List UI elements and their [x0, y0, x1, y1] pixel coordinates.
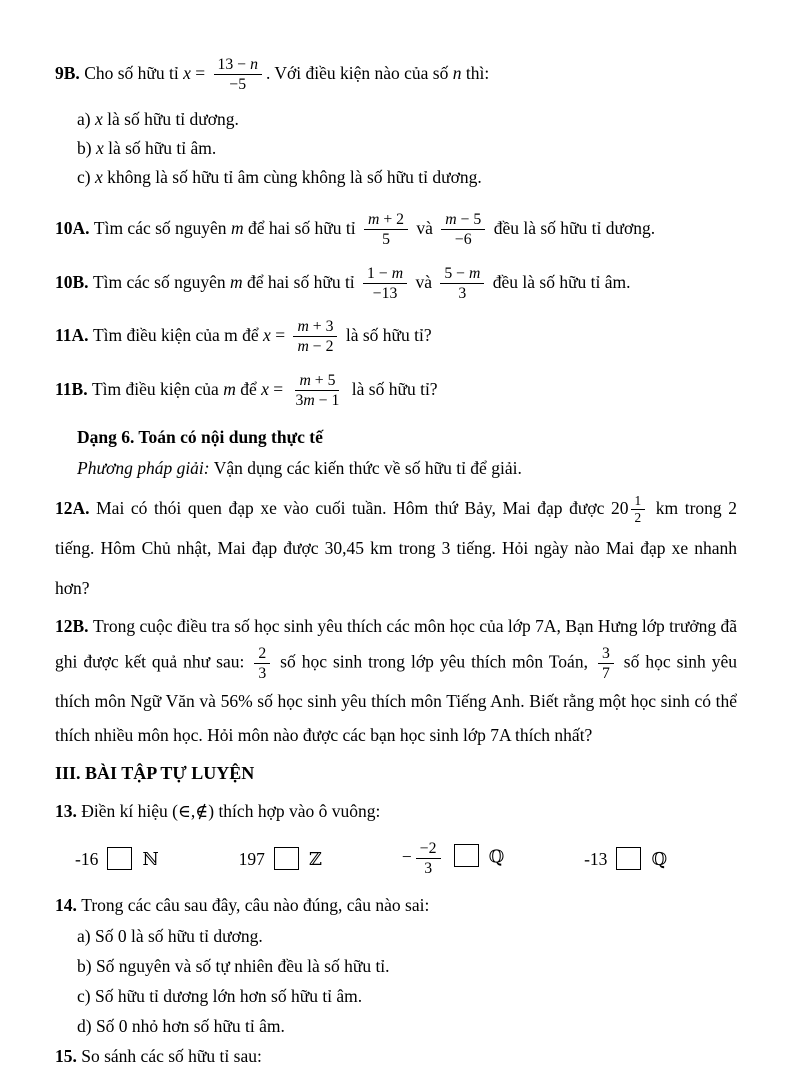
problem-15-text: So sánh các số hữu tỉ sau:: [81, 1046, 262, 1067]
problem-9b: 9B. Cho số hữu tỉ x = $\frac{13 - n}{-5}$ . Với điều kiện nào của số n thì:: [55, 56, 490, 94]
problem-9b-part-c: c) x không là số hữu tỉ âm cùng không là số hữu tỉ dương.: [77, 167, 482, 187]
problem-12b: 12B. Trong cuộc điều tra số học sinh yêu thích các môn học của lớp 7A, Bạn Hưng lớp trưởng đã ghi được kết quả như sau: $\frac{2}{3}$ số học sinh trong lớp yêu thích môn Toán, $\frac{3}{7}$ số học sinh yêu thích môn Ngữ Văn và 56% số học sinh yêu thích môn Tiếng Anh. Biết rằng một học sinh có thể thích nhiều môn học. Hỏi môn nào được các bạn học sinh lớp 7A thích nhất?: [55, 616, 737, 746]
fraction: $\frac{5 - m}{3}$: [440, 264, 484, 303]
answer-group-n: -16 ℕ: [75, 848, 159, 870]
problem-14: [55, 890, 737, 921]
problem-9b-part-a: a) x là số hữu tỉ dương.: [77, 109, 239, 129]
fraction: $\frac{2}{3}$: [254, 644, 270, 683]
problem-15: [55, 1041, 737, 1072]
method-note-label: Phương pháp giải:: [77, 458, 210, 478]
fraction: $\frac{m + 5}{3m - 1}$: [295, 372, 340, 410]
answer-group-q2: -13 ℚ: [584, 848, 667, 870]
fraction: $\frac{m + 3}{m - 2}$: [293, 317, 337, 356]
answer-box: [274, 847, 299, 870]
problem-14-text: Trong các câu sau đây, câu nào đúng, câu nào sai:: [81, 895, 430, 916]
problem-10b: 10B. Tìm các số nguyên m để hai số hữu tỉ $\frac{1 - m}{-13}$ và $\frac{5 - m}{3}$ đều là số hữu tỉ âm.: [55, 265, 631, 303]
problem-12a: 12A. Mai có thói quen đạp xe vào cuối tuần. Hôm thứ Bảy, Mai đạp được 20 $\frac{1}{2}$ km trong 2 tiếng. Hôm Chủ nhật, Mai đạp được 30,45 km trong 3 tiếng. Hỏi ngày nào Mai đạp xe nhanh hơn?: [55, 493, 738, 598]
fraction: $\frac{13 - n}{-5}$: [214, 55, 262, 94]
method-note: [55, 453, 737, 483]
problem-14-part-c: c) Số hữu tỉ dương lớn hơn số hữu tỉ âm.: [77, 986, 363, 1007]
method-note-text: Vận dụng các kiến thức về số hữu tỉ để giải.: [209, 458, 522, 478]
fraction: $\frac{m + 2}{5}$: [364, 210, 408, 249]
problem-13-text: Điền kí hiệu (∈,∉) thích hợp vào ô vuông:: [81, 801, 381, 822]
number-set-symbol: ℕ: [142, 848, 159, 870]
problem-13-answer-row: [55, 837, 667, 879]
fraction: $\frac{1 - m}{-13}$: [363, 264, 407, 303]
problem-15-number: 15.: [55, 1046, 82, 1067]
answer-box: [107, 847, 132, 870]
answer-box: [454, 844, 479, 867]
fraction: $\frac{m - 5}{-6}$: [441, 210, 485, 249]
problem-11b: 11B. Tìm điều kiện của m để x = $\frac{m + 5}{3m - 1}$ là số hữu tỉ?: [55, 372, 438, 410]
problem-14-number: 14.: [55, 895, 82, 916]
answer-group-q1: − $\frac{-2}{3}$ ℚ: [401, 839, 505, 877]
problem-14-part-b: b) Số nguyên và số tự nhiên đều là số hữu tỉ.: [77, 956, 390, 977]
section-heading-iii: III. BÀI TẬP TỰ LUYỆN: [55, 763, 255, 784]
problem-13-number: 13.: [55, 801, 82, 822]
mixed-number: 20 $\frac{1}{2}$: [611, 498, 649, 518]
problem-13: [55, 795, 737, 827]
answer-group-z: 197 ℤ: [238, 848, 322, 870]
problem-14-part-d: d) Số 0 nhỏ hơn số hữu tỉ âm.: [77, 1016, 285, 1037]
fraction: $\frac{-2}{3}$: [416, 839, 441, 878]
answer-box: [616, 847, 641, 870]
problem-14-part-a: a) Số 0 là số hữu tỉ dương.: [77, 926, 263, 947]
number-set-symbol: ℚ: [488, 846, 505, 868]
section-heading-dang6: Dạng 6. Toán có nội dung thực tế: [77, 427, 323, 447]
number-set-symbol: ℚ: [651, 848, 667, 870]
problem-10a: 10A. Tìm các số nguyên m để hai số hữu tỉ $\frac{m + 2}{5}$ và $\frac{m - 5}{-6}$ đều là số hữu tỉ dương.: [55, 211, 656, 249]
number-set-symbol: ℤ: [308, 848, 322, 870]
problem-9b-part-b: b) x là số hữu tỉ âm.: [77, 138, 217, 158]
problem-11a: 11A. Tìm điều kiện của m để x = $\frac{m + 3}{m - 2}$ là số hữu tỉ?: [55, 318, 432, 356]
fraction: $\frac{3}{7}$: [598, 644, 614, 683]
